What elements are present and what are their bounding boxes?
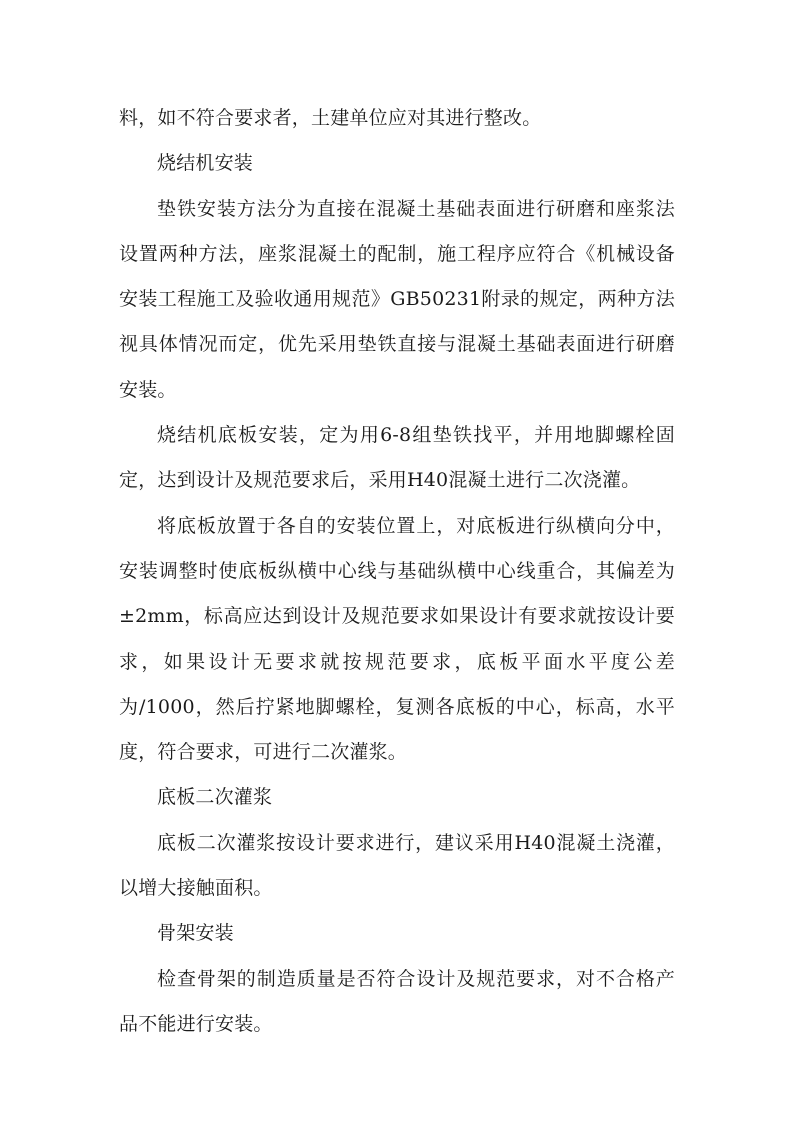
paragraph-frame-inspection: 检查骨架的制造质量是否符合设计及规范要求，对不合格产品不能进行安装。 [119,967,675,1035]
section-heading-secondary-grouting: 底板二次灌浆 [157,786,273,809]
paragraph-shim-installation: 垫铁安装方法分为直接在混凝土基础表面进行研磨和座浆法设置两种方法，座浆混凝土的配制，施工程序应符合《机械设备安装工程施工及验收通用规范》GB50231附录的规定，两种方法视具体情况而定，优先采用垫铁直接与混凝土基础表面进行研磨安装。 [119,197,675,401]
paragraph-continuation: 料，如不符合要求者，土建单位应对其进行整改。 [119,107,542,129]
paragraph-base-plate-alignment: 将底板放置于各自的安装位置上，对底板进行纵横向分中，安装调整时使底板纵横中心线与基础纵横中心线重合，其偏差为±2mm，标高应达到设计及规范要求如果设计有要求就按设计要求，如果设计无要求就按规范要求，底板平面水平度公差为/1000，然后拧紧地脚螺栓，复测各底板的中心，标高，水平度，符合要求，可进行二次灌浆。 [119,514,675,764]
paragraph-secondary-grouting: 底板二次灌浆按设计要求进行，建议采用H40混凝土浇灌，以增大接触面积。 [119,831,675,900]
paragraph-base-plate-installation: 烧结机底板安装，定为用6-8组垫铁找平，并用地脚螺栓固定，达到设计及规范要求后，采用H40混凝土进行二次浇灌。 [119,424,675,492]
section-heading-sintering-machine-installation: 烧结机安装 [157,152,254,175]
document-body [119,96,675,1047]
section-heading-frame-installation: 骨架安装 [157,922,234,945]
